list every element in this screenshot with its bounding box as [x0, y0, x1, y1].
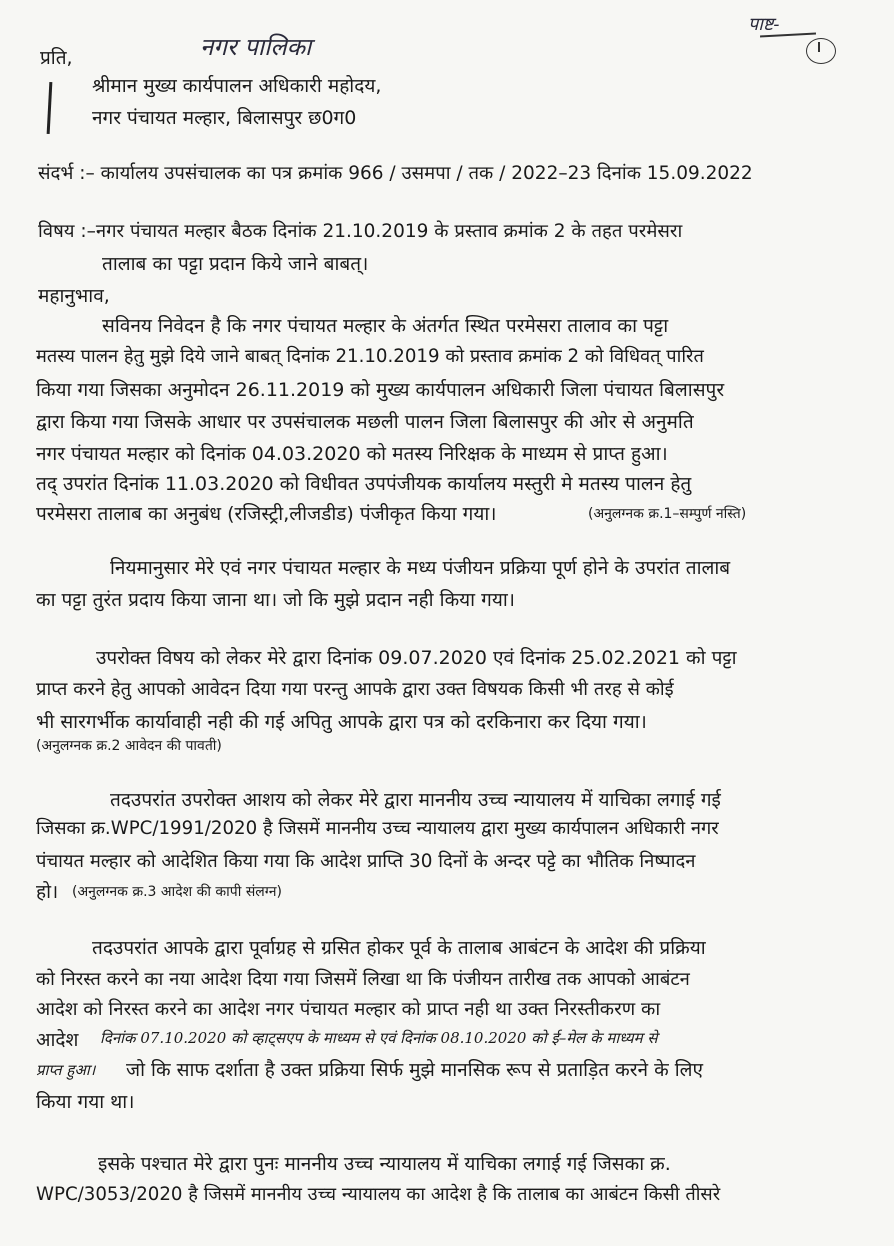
para1-line: किया गया जिसका अनुमोदन 26.11.2019 को मुख्य कार्यपालन अधिकारी जिला पंचायत बिलासपुर — [36, 379, 725, 401]
salutation: महानुभाव, — [38, 285, 110, 307]
para3-line: प्राप्त करने हेतु आपको आवेदन दिया गया परन्तु आपके द्वारा उक्त विषयक किसी भी तरह से कोई — [36, 679, 674, 700]
para1-line: द्वारा किया गया जिसके आधार पर उपसंचालक मछली पालन जिला बिलासपुर की ओर से अनुमति — [36, 411, 694, 433]
para1-line: मतस्य पालन हेतु मुझे दिये जाने बाबत् दिनांक 21.10.2019 को प्रस्ताव क्रमांक 2 को विधिवत् पारित — [36, 346, 704, 367]
margin-mark — [47, 82, 53, 134]
para5-italic-text: दिनांक 07.10.2020 को व्हाट्सएप के माध्यम से एवं दिनांक 08.10.2020 को ई–मेल के माध्यम से — [100, 1029, 658, 1047]
para5-line: जो कि साफ दर्शाता है उक्त प्रक्रिया सिर्फ मुझे मानसिक रूप से प्रताड़ित करने के लिए — [126, 1059, 704, 1081]
para3-line: भी सारगर्भीक कार्यावाही नही की गई अपितु आपके द्वारा पत्र को दरकिनारा कर दिया गया। — [36, 711, 647, 733]
addressee-line-2: नगर पंचायत मल्हार, बिलासपुर छ0ग0 — [92, 107, 357, 129]
para5-line: आदेश को निरस्त करने का आदेश नगर पंचायत मल्हार को प्राप्त नही था उक्त निरस्तीकरण का — [36, 999, 661, 1020]
para6-line: इसके पश्चात मेरे द्वारा पुनः माननीय उच्च न्यायालय में याचिका लगाई गई जिसका क्र. — [98, 1153, 671, 1175]
addressee-line-1: श्रीमान मुख्य कार्यपालन अधिकारी महोदय, — [92, 75, 382, 97]
para6-line: WPC/3053/2020 है जिसमें माननीय उच्च न्यायालय का आदेश है कि तालाब का आबंटन किसी तीसरे — [36, 1184, 721, 1205]
para4-line: पंचायत मल्हार को आदेशित किया गया कि आदेश प्राप्ति 30 दिनों के अन्दर पट्टे का भौतिक निष्पादन — [36, 851, 696, 872]
para1-line: तद् उपरांत दिनांक 11.03.2020 को विधीवत उपपंजीयक कार्यालय मस्तुरी मे मतस्य पालन हेतु — [36, 473, 692, 495]
para2-line: का पट्टा तुरंत प्रदाय किया जाना था। जो कि मुझे प्रदान नही किया गया। — [36, 589, 515, 611]
prati-label: प्रति, — [40, 47, 73, 69]
subject-line-1: विषय :–नगर पंचायत मल्हार बैठक दिनांक 21.10.2019 के प्रस्ताव क्रमांक 2 के तहत परमेसरा — [38, 221, 683, 242]
para3-line: उपरोक्त विषय को लेकर मेरे द्वारा दिनांक 09.07.2020 एवं दिनांक 25.02.2021 को पट्टा — [96, 647, 737, 669]
para1-line: परमेसरा तालाब का अनुबंध (रजिस्ट्री,लीजडीड) पंजीकृत किया गया। — [36, 503, 497, 525]
para5-line: आदेश — [36, 1029, 79, 1051]
annexure-note-3: (अनुलग्नक क्र.3 आदेश की कापी संलग्न) — [72, 884, 282, 900]
para1-line: नगर पंचायत मल्हार को दिनांक 04.03.2020 को मतस्य निरिक्षक के माध्यम से प्राप्त हुआ। — [36, 443, 668, 465]
annexure-note-2: (अनुलग्नक क्र.2 आवेदन की पावती) — [36, 738, 222, 754]
para4-line: जिसका क्र.WPC/1991/2020 है जिसमें माननीय उच्च न्यायालय द्वारा मुख्य कार्यपालन अधिकारी नगर — [36, 818, 719, 839]
para4-line: तदउपरांत उपरोक्त आशय को लेकर मेरे द्वारा माननीय उच्च न्यायालय में याचिका लगाई गई — [110, 789, 721, 811]
para5-italic-text-2: प्राप्त हुआ। — [36, 1061, 96, 1079]
subject-line-2: तालाब का पट्टा प्रदान किये जाने बाबत्। — [102, 253, 369, 275]
para4-line: हो। — [36, 881, 59, 903]
para1-line: सविनय निवेदन है कि नगर पंचायत मल्हार के अंतर्गत स्थित परमेसरा तालाव का पट्टा — [102, 315, 669, 337]
reference-line: संदर्भ :– कार्यालय उपसंचालक का पत्र क्रमांक 966 / उसमपा / तक / 2022–23 दिनांक 15.09.2022 — [38, 163, 753, 184]
handwritten-insert: नगर पालिका — [200, 33, 312, 61]
corner-handwritten-note: पाष्ट- — [748, 14, 780, 35]
para5-line: तदउपरांत आपके द्वारा पूर्वाग्रह से ग्रसित होकर पूर्व के तालाब आबंटन के आदेश की प्रक्रिया — [92, 937, 706, 959]
corner-circle-dot — [818, 42, 820, 52]
para5-line: को निरस्त करने का नया आदेश दिया गया जिसमें लिखा था कि पंजीयन तारीख तक आपको आबंटन — [36, 969, 690, 990]
corner-circle-mark — [806, 38, 836, 64]
para2-line: नियमानुसार मेरे एवं नगर पंचायत मल्हार के मध्य पंजीयन प्रक्रिया पूर्ण होने के उपरांत तालाब — [110, 557, 731, 579]
annexure-note-1: (अनुलग्नक क्र.1–सम्पुर्ण नस्ति) — [588, 506, 747, 522]
para5-line: किया गया था। — [36, 1091, 135, 1113]
